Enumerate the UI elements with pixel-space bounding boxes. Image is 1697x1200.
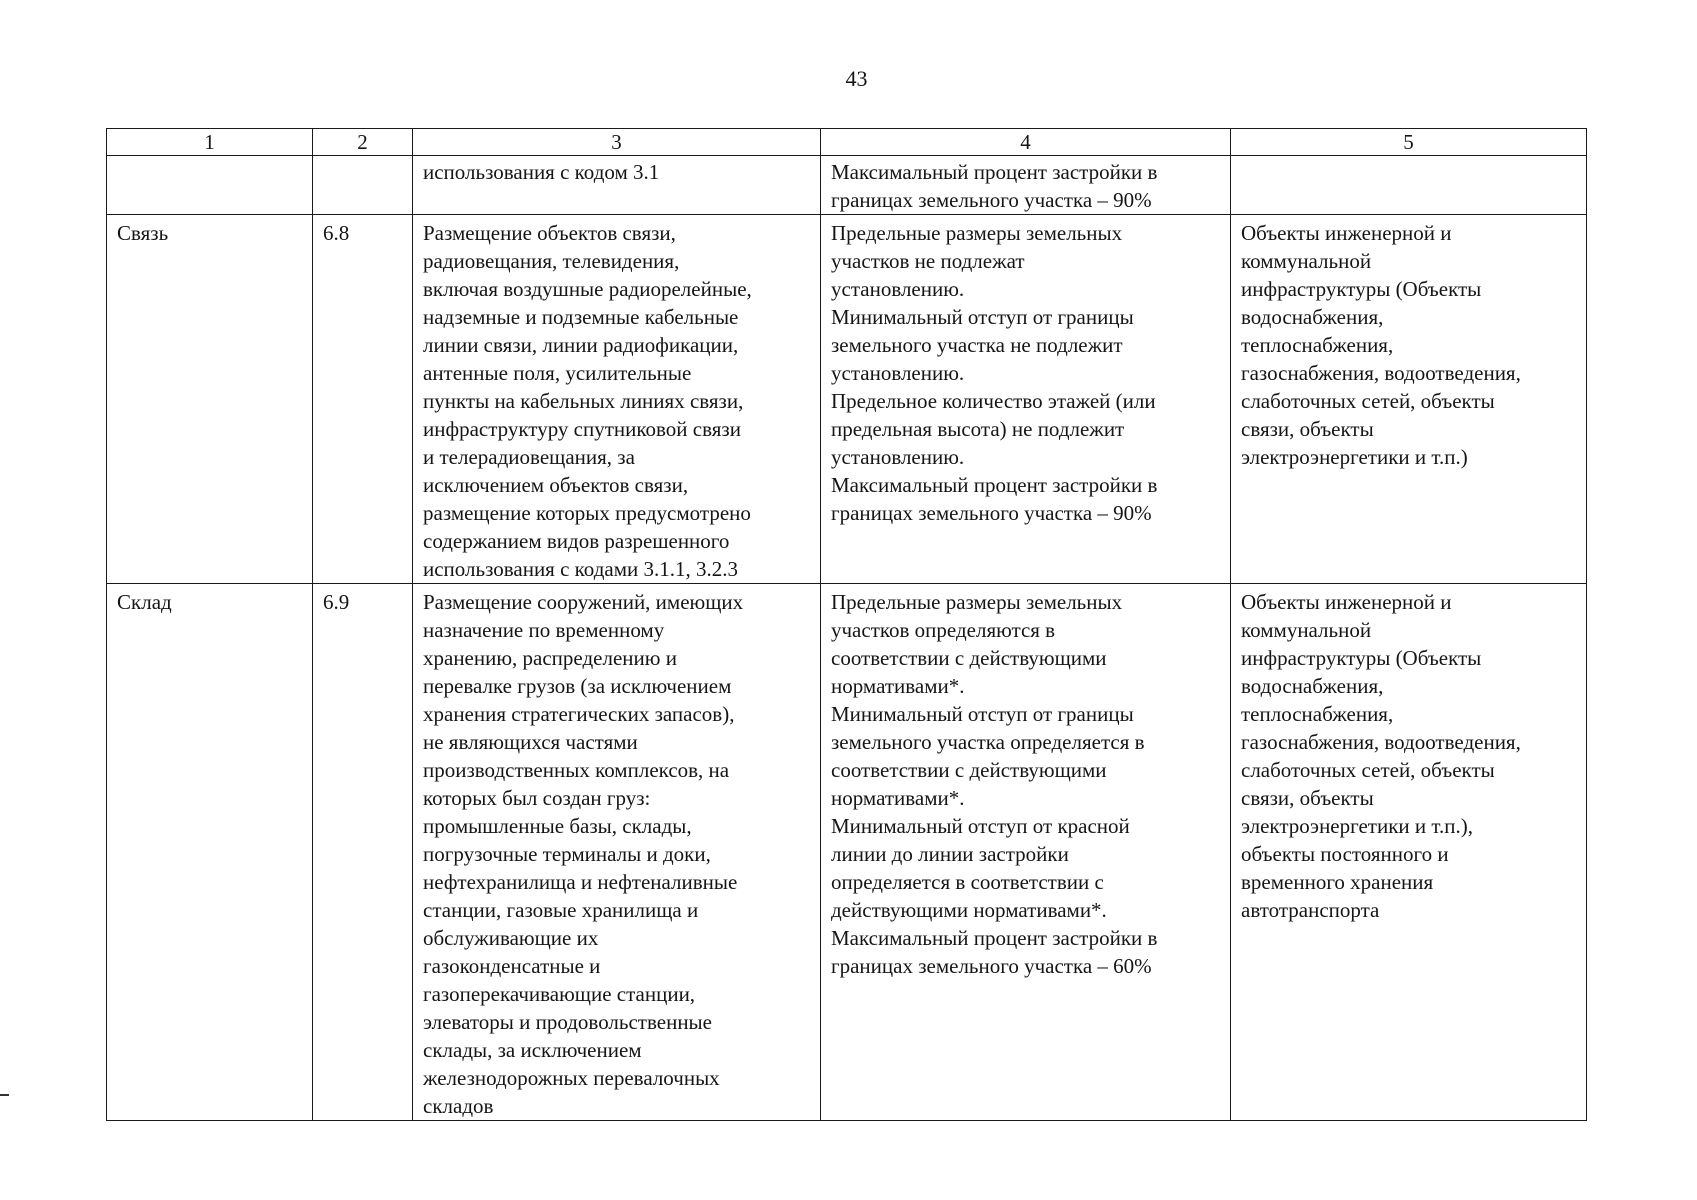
column-header-1: 1	[107, 129, 313, 156]
column-header-2: 2	[313, 129, 413, 156]
cell-use-description: использования с кодом 3.1	[413, 156, 821, 215]
column-header-5: 5	[1231, 129, 1587, 156]
cell-parameters: Максимальный процент застройки в границах земельного участка – 90%	[821, 156, 1231, 215]
table-row-sklad	[107, 584, 1587, 1121]
cell-use-name: Связь	[107, 215, 313, 584]
cell-parameters: Предельные размеры земельных участков не подлежат установлению. Минимальный отступ от границы земельного участка не подлежит установлению. Предельное количество этажей (или предельная высота) не подлежит установлению. Максимальный процент застройки в границах земельного участка – 90%	[821, 215, 1231, 584]
table-row-continuation	[107, 156, 1587, 215]
scan-margin-mark	[0, 1094, 9, 1096]
cell-auxiliary-uses	[1231, 156, 1587, 215]
column-header-3: 3	[413, 129, 821, 156]
table-header-row	[107, 129, 1587, 156]
regulations-table	[106, 128, 1587, 1121]
page-number: 43	[845, 66, 868, 91]
cell-use-description: Размещение объектов связи, радиовещания, телевидения, включая воздушные радиорелейные, надземные и подземные кабельные линии связи, линии радиофикации, антенные поля, усилительные пункты на кабельных линиях связи, инфраструктуру спутниковой связи и телерадиовещания, за исключением объектов связи, размещение которых предусмотрено содержанием видов разрешенного использования с кодами 3.1.1, 3.2.3	[413, 215, 821, 584]
cell-use-code: 6.9	[313, 584, 413, 1121]
table-row-svyaz	[107, 215, 1587, 584]
cell-use-name: Склад	[107, 584, 313, 1121]
cell-use-code: 6.8	[313, 215, 413, 584]
cell-use-description: Размещение сооружений, имеющих назначение по временному хранению, распределению и перевалке грузов (за исключением хранения стратегических запасов), не являющихся частями производственных комплексов, на которых был создан груз: промышленные базы, склады, погрузочные терминалы и доки, нефтехранилища и нефтеналивные станции, газовые хранилища и обслуживающие их газоконденсатные и газоперекачивающие станции, элеваторы и продовольственные склады, за исключением железнодорожных перевалочных складов	[413, 584, 821, 1121]
cell-use-name	[107, 156, 313, 215]
cell-parameters: Предельные размеры земельных участков определяются в соответствии с действующими нормативами*. Минимальный отступ от границы земельного участка определяется в соответствии с действующими нормативами*. Минимальный отступ от красной линии до линии застройки определяется в соответствии с действующими нормативами*. Максимальный процент застройки в границах земельного участка – 60%	[821, 584, 1231, 1121]
cell-auxiliary-uses: Объекты инженерной и коммунальной инфраструктуры (Объекты водоснабжения, теплоснабжения, газоснабжения, водоотведения, слаботочных сетей, объекты связи, объекты электроэнергетики и т.п.)	[1231, 215, 1587, 584]
cell-auxiliary-uses: Объекты инженерной и коммунальной инфраструктуры (Объекты водоснабжения, теплоснабжения, газоснабжения, водоотведения, слаботочных сетей, объекты связи, объекты электроэнергетики и т.п.), объекты постоянного и временного хранения автотранспорта	[1231, 584, 1587, 1121]
column-header-4: 4	[821, 129, 1231, 156]
cell-use-code	[313, 156, 413, 215]
